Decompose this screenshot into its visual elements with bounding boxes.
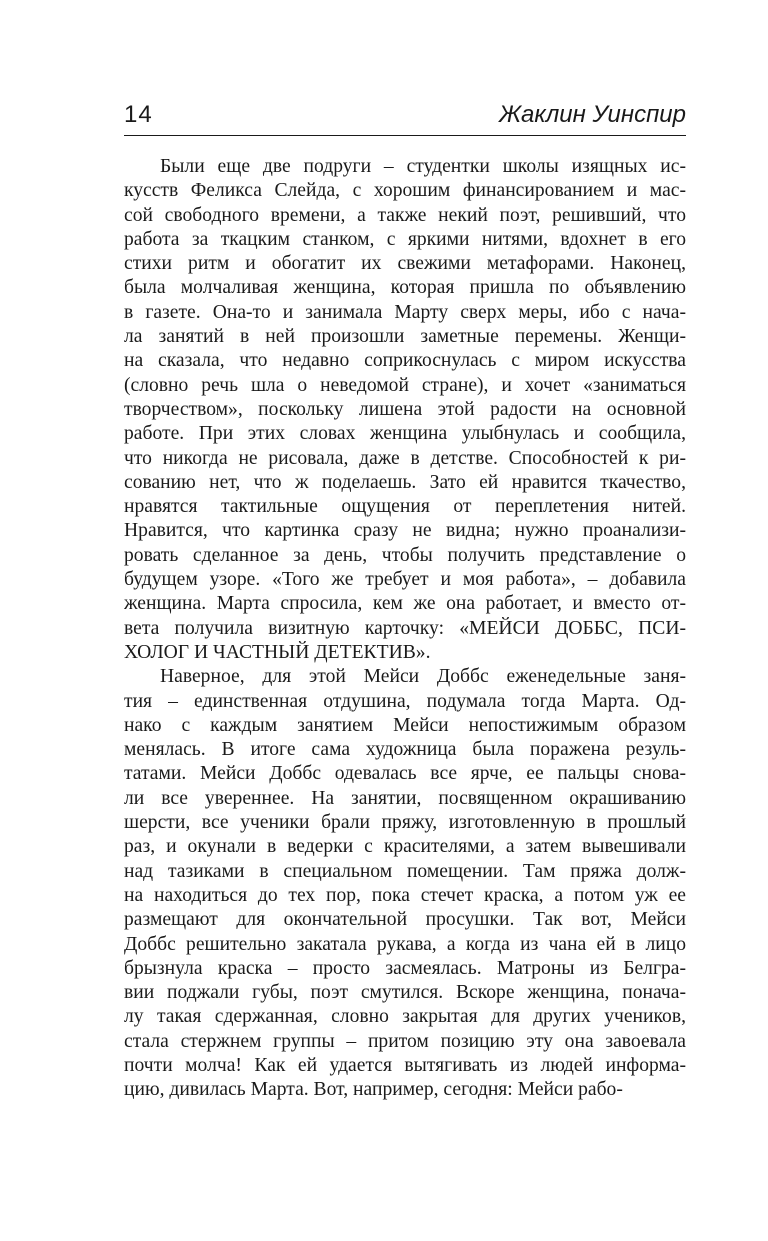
text-line: ровать сделанное за день, чтобы получить представление о [124, 544, 686, 566]
text-line: нравятся тактильные ощущения от переплетения нитей. [124, 496, 686, 518]
text-line: Нравится, что картинка сразу не видна; нужно проанализи- [124, 520, 686, 542]
text-line: татами. Мейси Доббс одевалась все ярче, ее пальцы снова- [124, 763, 686, 785]
text-line: над тазиками в специальном помещении. Там пряжа долж- [124, 860, 686, 882]
running-head-author: Жаклин Уинспир [499, 101, 686, 128]
text-line: ХОЛОГ И ЧАСТНЫЙ ДЕТЕКТИВ». [124, 641, 431, 663]
text-line: почти молча! Как ей удается вытягивать из людей информа- [124, 1054, 686, 1076]
text-line: работа за ткацким станком, с яркими нитями, вдохнет в его [124, 228, 686, 250]
text-line: работе. При этих словах женщина улыбнулась и сообщила, [124, 423, 686, 445]
text-line: была молчаливая женщина, которая пришла по объявлению [124, 277, 686, 299]
text-line: лу такая сдержанная, словно закрытая для других учеников, [124, 1006, 686, 1028]
text-line: творчеством», поскольку лишена этой радости на основной [124, 398, 686, 420]
header-rule [124, 135, 686, 136]
page-number: 14 [124, 101, 153, 128]
text-line: ли все увереннее. На занятии, посвященном окрашиванию [124, 787, 686, 809]
paragraph [124, 155, 686, 665]
text-line: на находиться до тех пор, пока стечет краска, а потом уж ее [124, 884, 686, 906]
text-line: на сказала, что недавно соприкоснулась с миром искусства [124, 350, 686, 372]
text-line: размещают для окончательной просушки. Так вот, Мейси [124, 909, 686, 931]
body-text [124, 155, 686, 1103]
text-line: тия – единственная отдушина, подумала тогда Марта. Од- [124, 690, 686, 712]
page-header [124, 98, 686, 132]
text-line: вета получила визитную карточку: «МЕЙСИ ДОББС, ПСИ- [124, 617, 686, 639]
text-line: менялась. В итоге сама художница была поражена резуль- [124, 739, 686, 761]
text-line: (словно речь шла о неведомой стране), и хочет «заниматься [124, 374, 686, 396]
text-line: женщина. Марта спросила, кем же она работает, и вместо от- [124, 593, 686, 615]
text-line: кусств Феликса Слейда, с хорошим финансированием и мас- [124, 180, 686, 202]
text-line: цию, дивилась Марта. Вот, например, сегодня: Мейси рабо- [124, 1079, 623, 1101]
text-line: Были еще две подруги – студентки школы изящных ис- [160, 156, 686, 177]
text-line: ла занятий в ней произошли заметные перемены. Женщи- [124, 326, 686, 348]
text-line: сой свободного времени, а также некий поэт, решивший, что [124, 204, 686, 226]
paragraph [124, 665, 686, 1102]
text-line: будущем узоре. «Того же требует и моя работа», – добавила [124, 569, 686, 591]
text-line: что никогда не рисовала, даже в детстве. Способностей к ри- [124, 447, 686, 469]
text-line: Наверное, для этой Мейси Доббс еженедельные заня- [160, 666, 686, 688]
text-line: раз, и окунали в ведерки с красителями, а затем вывешивали [124, 836, 686, 858]
text-line: шерсти, все ученики брали пряжу, изготовленную в прошлый [124, 812, 686, 834]
text-line: Доббс решительно закатала рукава, а когда из чана ей в лицо [124, 933, 686, 955]
text-line: брызнула краска – просто засмеялась. Матроны из Белгра- [124, 957, 686, 979]
text-line: стала стержнем группы – притом позицию эту она завоевала [124, 1030, 686, 1052]
text-line: вии поджали губы, поэт смутился. Вскоре женщина, понача- [124, 982, 686, 1004]
text-line: в газете. Она-то и занимала Марту сверх меры, ибо с нача- [124, 301, 686, 323]
text-line: сованию нет, что ж поделаешь. Зато ей нравится ткачество, [124, 471, 686, 493]
text-line: стихи ритм и обогатит их свежими метафорами. Наконец, [124, 253, 686, 275]
text-line: нако с каждым занятием Мейси непостижимым образом [124, 714, 686, 736]
